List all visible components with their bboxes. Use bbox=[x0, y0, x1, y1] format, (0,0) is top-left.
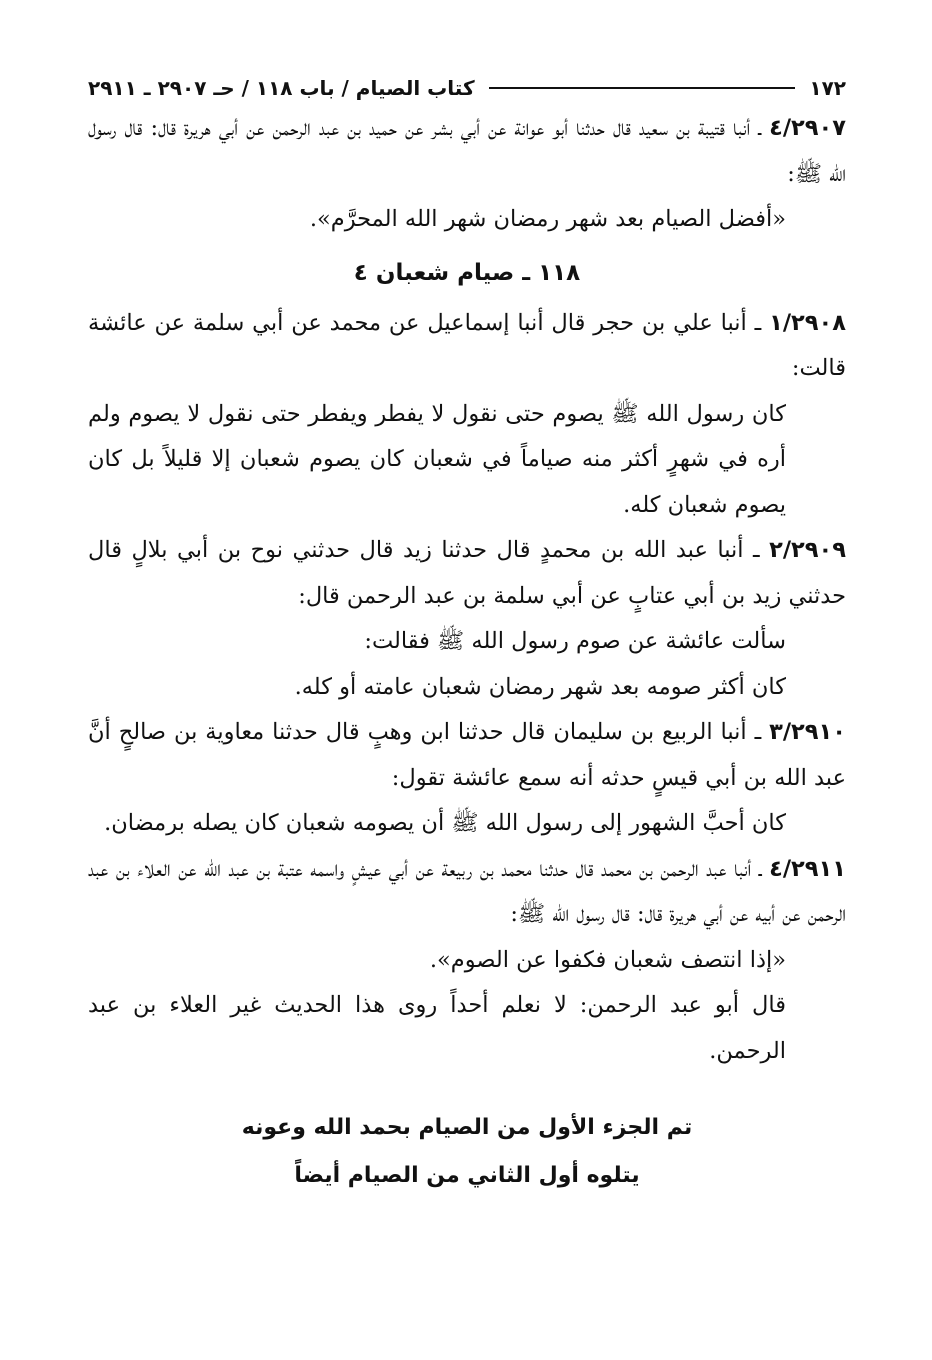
colophon bbox=[88, 1104, 846, 1200]
hadith-number: ٣/٢٩١٠ bbox=[769, 719, 846, 745]
running-header bbox=[88, 70, 846, 106]
hadith-2911-isnad bbox=[88, 847, 846, 938]
page-body bbox=[88, 106, 846, 1206]
isnad-text: ـ أنبا الربيع بن سليمان قال حدثنا ابن وهبٍ قال حدثنا معاوية بن صالحٍ أنَّ عبد الله بن أبي قيسٍ حدثه أنه سمع عائشة تقول: bbox=[88, 719, 846, 791]
author-comment: قال أبو عبد الرحمن: لا نعلم أحداً روى هذا الحديث غير العلاء بن عبد الرحمن. bbox=[88, 992, 786, 1064]
running-title: كتاب الصيام / باب ١١٨ / حـ ٢٩٠٧ ـ ٢٩١١ bbox=[88, 76, 475, 100]
hadith-2909-question: سألت عائشة عن صوم رسول الله ﷺ فقالت: bbox=[364, 628, 786, 654]
header-rule bbox=[489, 87, 796, 89]
hadith-2910-isnad bbox=[88, 710, 846, 801]
page-number: ١٧٢ bbox=[809, 76, 846, 100]
hadith-number: ٢/٢٩٠٩ bbox=[769, 537, 846, 563]
isnad-text: ـ أنبا عبد الله بن محمدٍ قال حدثنا زيد قال حدثني نوح بن أبي بلالٍ قال حدثني زيد بن أبي عتابٍ عن أبي سلمة بن عبد الرحمن قال: bbox=[88, 537, 846, 609]
hadith-2907-matn: «أفضل الصيام بعد شهر رمضان شهر الله المحرَّم». bbox=[309, 206, 786, 232]
hadith-2909-matn: كان أكثر صومه بعد شهر رمضان شعبان عامته أو كله. bbox=[294, 673, 786, 700]
book-page bbox=[88, 70, 846, 1206]
hadith-2907-isnad bbox=[88, 106, 846, 197]
hadith-number: ١/٢٩٠٨ bbox=[769, 309, 846, 336]
isnad-text: ـ أنبا قتيبة بن سعيد قال حدثنا أبو عوانة عن أبي بشر عن حميد بن عبد الرحمن عن أبي هريرة قال: قال رسول الله ﷺ: bbox=[88, 115, 846, 187]
hadith-2908-matn: كان رسول الله ﷺ يصوم حتى نقول لا يفطر ويفطر حتى نقول لا يصوم ولم أره في شهرٍ أكثر منه صياماً في شعبان كان يصوم شعبان إلا قليلاً بل كان يصوم شعبان كله. bbox=[88, 400, 786, 518]
isnad-text: ـ أنبا علي بن حجر قال أنبا إسماعيل عن محمد عن أبي سلمة عن عائشة قالت: bbox=[88, 309, 846, 381]
hadith-2909-isnad bbox=[88, 528, 846, 619]
hadith-number: ٤/٢٩٠٧ bbox=[769, 115, 846, 141]
isnad-text: ـ أنبا عبد الرحمن بن محمد قال حدثنا محمد بن ربيعة عن أبي عيشٍ واسمه عتبة بن عبد الله عن العلاء بن عبد الرحمن عن أبيه عن أبي هريرة قال: قال رسول الله ﷺ: bbox=[88, 855, 846, 927]
page-bottom-margin bbox=[88, 1200, 846, 1206]
hadith-number: ٤/٢٩١١ bbox=[769, 855, 846, 882]
hadith-2908-isnad bbox=[88, 301, 846, 392]
colophon-line-1: تم الجزء الأول من الصيام بحمد الله وعونه bbox=[241, 1115, 693, 1140]
hadith-2911-matn: «إذا انتصف شعبان فكفوا عن الصوم». bbox=[429, 946, 786, 973]
chapter-heading: ١١٨ ـ صيام شعبان ٤ bbox=[353, 259, 581, 286]
hadith-2910-matn: كان أحبَّ الشهور إلى رسول الله ﷺ أن يصومه شعبان كان يصله برمضان. bbox=[104, 810, 786, 836]
colophon-line-2: يتلوه أول الثاني من الصيام أيضاً bbox=[294, 1163, 640, 1188]
